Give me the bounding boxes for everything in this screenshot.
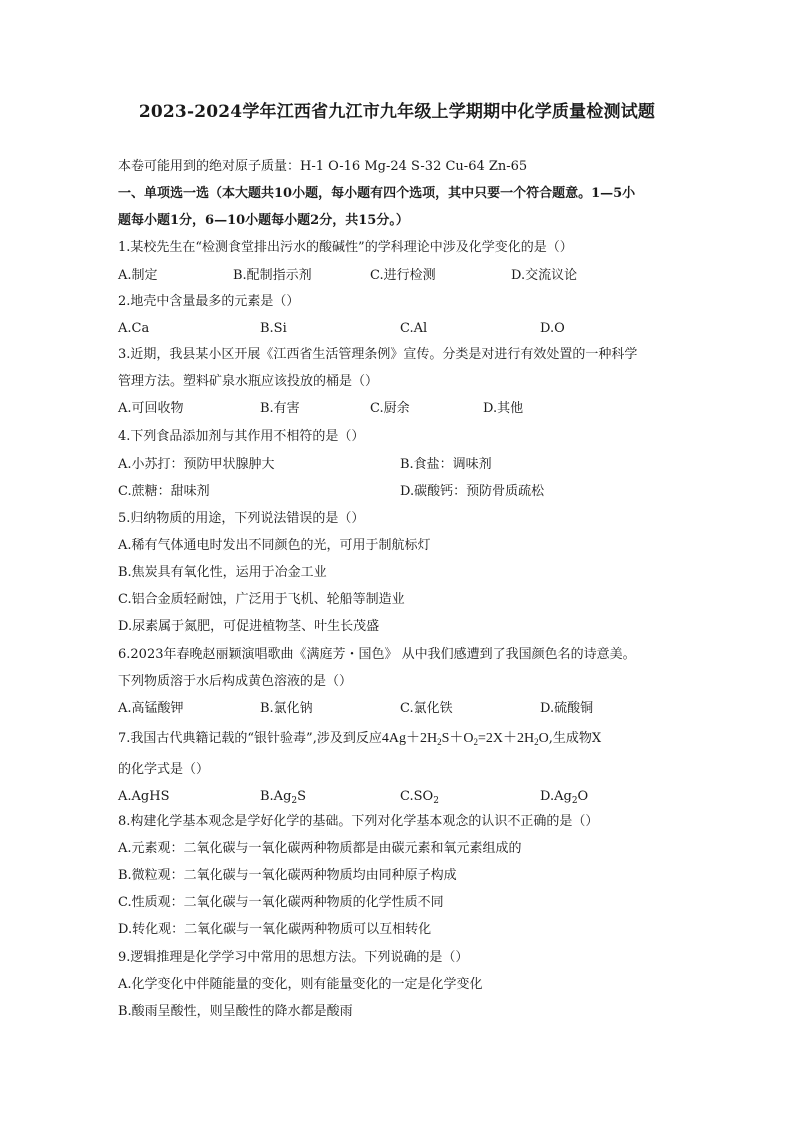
q3-stem-line2: 管理方法。塑料矿泉水瓶应该投放的桶是（） (118, 374, 379, 389)
q5-option-d: D.尿素属于氮肥，可促进植物茎、叶生长茂盛 (118, 619, 380, 634)
q2-option-a: A.Ca (118, 321, 150, 336)
q6-option-d: D.硫酸铜 (540, 701, 594, 716)
q4-stem: 4.下列食品添加剂与其作用不相符的是（） (118, 429, 365, 444)
q7-stem-tail: ,生成物X (548, 731, 602, 746)
q6-stem-line2: 下列物质溶于水后构成黄色溶液的是（） (118, 674, 353, 689)
q4-option-a: A.小苏打：预防甲状腺肿大 (118, 457, 275, 472)
atomic-masses: 本卷可能用到的绝对原子质量：H-1 O-16 Mg-24 S-32 Cu-64 Zn-65 (118, 159, 528, 174)
q7-option-a: A.AgHS (118, 789, 170, 804)
q7-stem-line1 (118, 731, 601, 747)
q3-option-b: B.有害 (260, 401, 300, 416)
q4-option-b: B.食盐：调味剂 (400, 457, 492, 472)
q6-stem-line1: 6.2023年春晚赵丽颖演唱歌曲《满庭芳・国色》 从中我们感遭到了我国颜色名的诗意美。 (118, 647, 636, 662)
q3-option-a: A.可回收物 (118, 401, 184, 416)
q3-option-c: C.厨余 (370, 401, 410, 416)
q2-option-c: C.Al (400, 321, 428, 336)
q4-option-d: D.碳酸钙：预防骨质疏松 (400, 484, 545, 499)
q1-stem: 1.某校先生在“检测食堂排出污水的酸碱性”的学科理论中涉及化学变化的是（） (118, 240, 573, 255)
q7-option-b: $B.Ag_2S$ (260, 789, 307, 806)
q7-option-d: $D.Ag_2O$ (540, 789, 589, 806)
q8-option-d: D.转化观：二氧化碳与一氧化碳两种物质可以互相转化 (118, 922, 432, 937)
section-heading-line1: 一、单项选一选（本大题共10小题，每小题有四个选项，其中只要一个符合题意。1—5小 (118, 186, 636, 201)
q5-stem: 5.归纳物质的用途，下列说法错误的是（） (118, 511, 365, 526)
q7-stem-intro: 7.我国古代典籍记载的“银针验毒”,涉及到反应 (118, 731, 382, 746)
q2-option-d: D.O (540, 321, 565, 336)
q8-option-a: A.元素观：二氧化碳与一氧化碳两种物质都是由碳元素和氧元素组成的 (118, 841, 522, 856)
q2-option-b: B.Si (260, 321, 287, 336)
q3-option-d: D.其他 (483, 401, 524, 416)
q9-stem: 9.逻辑推理是化学学习中常用的思想方法。下列说确的是（） (118, 950, 469, 965)
q6-option-b: B.氯化钠 (260, 701, 313, 716)
q8-stem: 8.构建化学基本观念是学好化学的基础。下列对化学基本观念的认识不正确的是（） (118, 814, 599, 829)
q3-stem-line1: 3.近期，我县某小区开展《江西省生活管理条例》宣传。分类是对进行有效处置的一种科学 (118, 347, 638, 362)
q5-option-b: B.焦炭具有氧化性，运用于冶金工业 (118, 565, 327, 580)
q8-option-c: C.性质观：二氧化碳与一氧化碳两种物质的化学性质不同 (118, 895, 444, 910)
section-heading-line2: 题每小题1分，6—10小题每小题2分，共15分。） (118, 213, 409, 228)
page-title: 2023-2024学年江西省九江市九年级上学期期中化学质量检测试题 (138, 102, 656, 122)
q1-option-c: C.进行检测 (370, 268, 436, 283)
q1-option-a: A.制定 (118, 268, 158, 283)
q7-stem-line2: 的化学式是（） (118, 762, 210, 777)
q1-option-b: B.配制指示剂 (233, 268, 312, 283)
q5-option-c: C.铝合金质轻耐蚀，广泛用于飞机、轮船等制造业 (118, 592, 405, 607)
q9-option-b: B.酸雨呈酸性，则呈酸性的降水都是酸雨 (118, 1004, 353, 1019)
q7-option-c: $C.SO_2$ (400, 789, 439, 806)
q5-option-a: A.稀有气体通电时发出不同颜色的光，可用于制航标灯 (118, 538, 431, 553)
q4-option-c: C.蔗糖：甜味剂 (118, 484, 210, 499)
q6-option-a: A.高锰酸钾 (118, 701, 184, 716)
q7-equation: $4Ag+2H_2S+O_2=2X+2H_2O$ (381, 731, 549, 747)
q2-stem: 2.地壳中含量最多的元素是（） (118, 294, 300, 309)
q9-option-a: A.化学变化中伴随能量的变化，则有能量变化的一定是化学变化 (118, 977, 483, 992)
q6-option-c: C.氯化铁 (400, 701, 453, 716)
q1-option-d: D.交流议论 (511, 268, 578, 283)
q8-option-b: B.微粒观：二氧化碳与一氧化碳两种物质均由同种原子构成 (118, 868, 457, 883)
